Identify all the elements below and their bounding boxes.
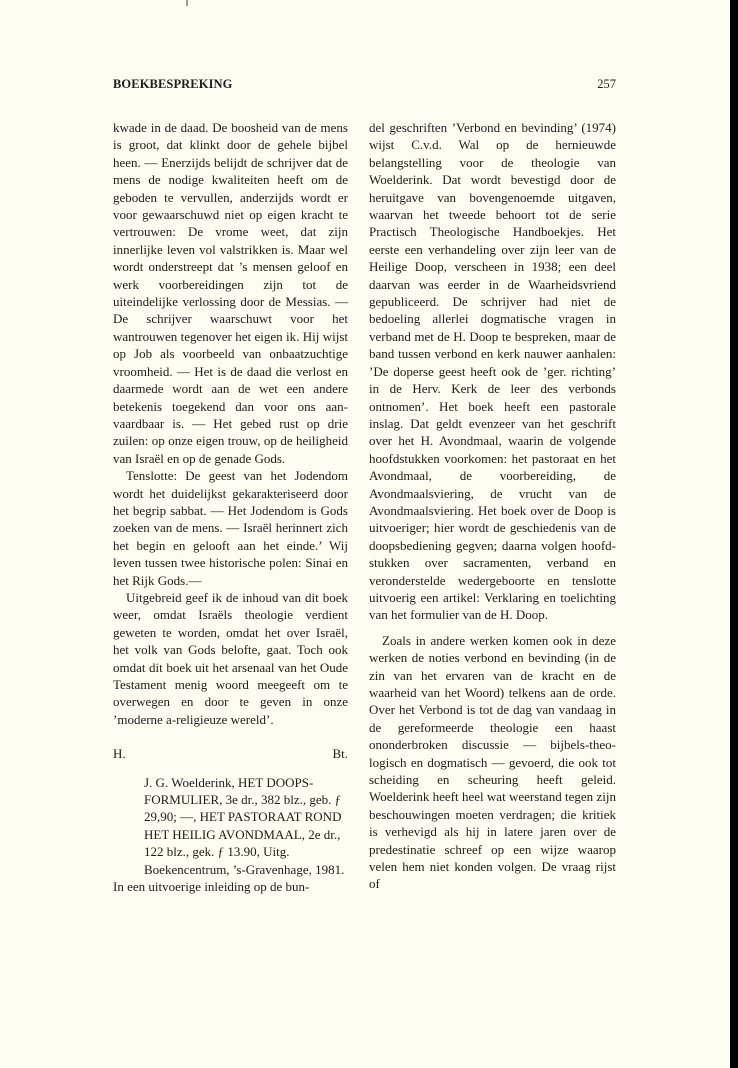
ref-details: 2e dr., 122 blz., gek. ƒ 13.90, Uitg. Boekencentrum, ’s-Gravenhage, 1981. <box>144 826 345 877</box>
paragraph: Uitgebreid geef ik de inhoud van dit boek weer, omdat Israëls theologie verdient geweten te worden, omdat het over Israël, het volk van Gods belofte, gaat. Toch ook omdat dit boek uit het arsenaal van het Oude Testament menig woord meegeeft om te overwegen en door te geven in onze ’moderne a-religieuze wereld’. <box>113 589 348 727</box>
ref-details: 3e dr., 382 blz., geb. ƒ 29,90; —, <box>144 792 342 825</box>
ref-title: HET PASTORAAT ROND HET HEILIG AVONDMAAL, <box>144 809 342 842</box>
paragraph: del geschriften ’Verbond en bevinding’ (1974) wijst C.v.d. Wal op de hernieuwde belangstelling voor de theologie van Woelderink. Dat wordt bevestigd door de heruitgave van bovengenoemde uitgaven, waarvan het tweede behoort tot de serie Practisch Theologische Handboekjes. Het eerste een verhandeling over zijn leer van de Heilige Doop, verscheen in 1938; een deel daarvan was eerder in de Waarheidsvriend gepubliceerd. De schrijver had niet de bedoeling allerlei dogmatische vragen in verband met de H. Doop te bespreken, maar de band tussen verbond en kerk nauwer aanhalen: ’De doperse geest heeft ook de ’ger. richting’ in de Herv. Kerk de leer des verbonds ontnomen’. Het boek heeft een pastorale inslag. Dat geldt evenzeer van het geschrift over het H. Avondmaal, waarin de volgende hoofdstukken voorkomen: het pastoraat en het Avondmaal, de voorbereiding, de Avondmaalsviering, de vrucht van de Avondmaalsviering. Het boek over de Doop is uitvoeriger; hier wordt de geschiedenis van de doopsbediening gegven; daarna volgen hoofdstukken over sacramenten, verband en veronderstelde wedergeboorte en tenslotte uitvoerig een artikel: Verklaring en toelichting van het formulier van de H. Doop. <box>369 120 616 623</box>
left-column <box>113 119 348 895</box>
right-column <box>369 119 616 893</box>
scan-mark <box>186 0 188 6</box>
paragraph: Tenslotte: De geest van het Jodendom wordt het duidelijkst gekarakteriseerd door het begrip sabbat. — Het Jodendom is Gods zoeken van de mens. — Israël herinnert zich het begin en gelooft aan het einde.’ Wij leven tussen twee historische polen: Sinai en het Rijk Gods.— <box>113 468 348 588</box>
running-head: BOEKBESPREKING <box>113 77 233 91</box>
book-reference <box>144 774 348 878</box>
reviewer-signature <box>113 745 348 762</box>
page-number: 257 <box>597 77 616 91</box>
ref-title: HET DOOPSFORMULIER, <box>144 774 314 808</box>
paragraph: In een uitvoerige inleiding op de bun- <box>113 879 310 895</box>
paragraph: kwade in de daad. De boosheid van de mens is groot, dat klinkt door de gehele bijbel heen. — Enerzijds belijdt de schrijver dat de mens de nodige kwaliteiten heeft om de geboden te vervullen, anderzijds wordt er voor gewaarschuwd niet op eigen kracht te vertrouwen: De vrome weet, dat zijn innerlijke leven vol valstrikken is. Maar wel wordt onderstreept dat ’s mensen geloof en werk voorbereidingen zijn tot de uiteindelijke verlossing door de Messias. — De schrijver waarschuwt voor het wantrouwen tegenover het eigen ik. Hij wijst op Job als voorbeeld van onbaatzuchtige vroomheid. — Het is de daad die verlost en daarmede wordt aan de wet een andere betekenis toegekend dan voor ons aanvaardbaar is. — Het gebed rust op drie zuilen: op onze eigen trouw, op de heiligheid van Israël en op de genade Gods. <box>113 120 348 466</box>
signature-initial: H. <box>113 746 126 762</box>
page-edge-shadow <box>730 0 738 1068</box>
paragraph: Zoals in andere werken komen ook in deze werken de noties verbond en bevinding (in de zin van het ervaren van de kracht en de waarheid van het Woord) telkens aan de orde. Over het Verbond is tot de dag van vandaag in de gereformeerde theologie een haast ononderbroken discussie — bijbels-theologisch en dogmatisch — gevoerd, die ook tot scheiding en scheuring heeft geleid. Woelderink heeft heel wat weerstand tegen zijn beschouwingen moeten verdragen; die kritiek is verhevigd als hij in latere jaren over de predestinatie schreef op een wijze waarop velen hem niet konden volgen. De vraag rijst of <box>369 632 616 892</box>
signature-abbrev: Bt. <box>332 746 348 762</box>
ref-author: J. G. Woelderink, <box>144 774 235 790</box>
